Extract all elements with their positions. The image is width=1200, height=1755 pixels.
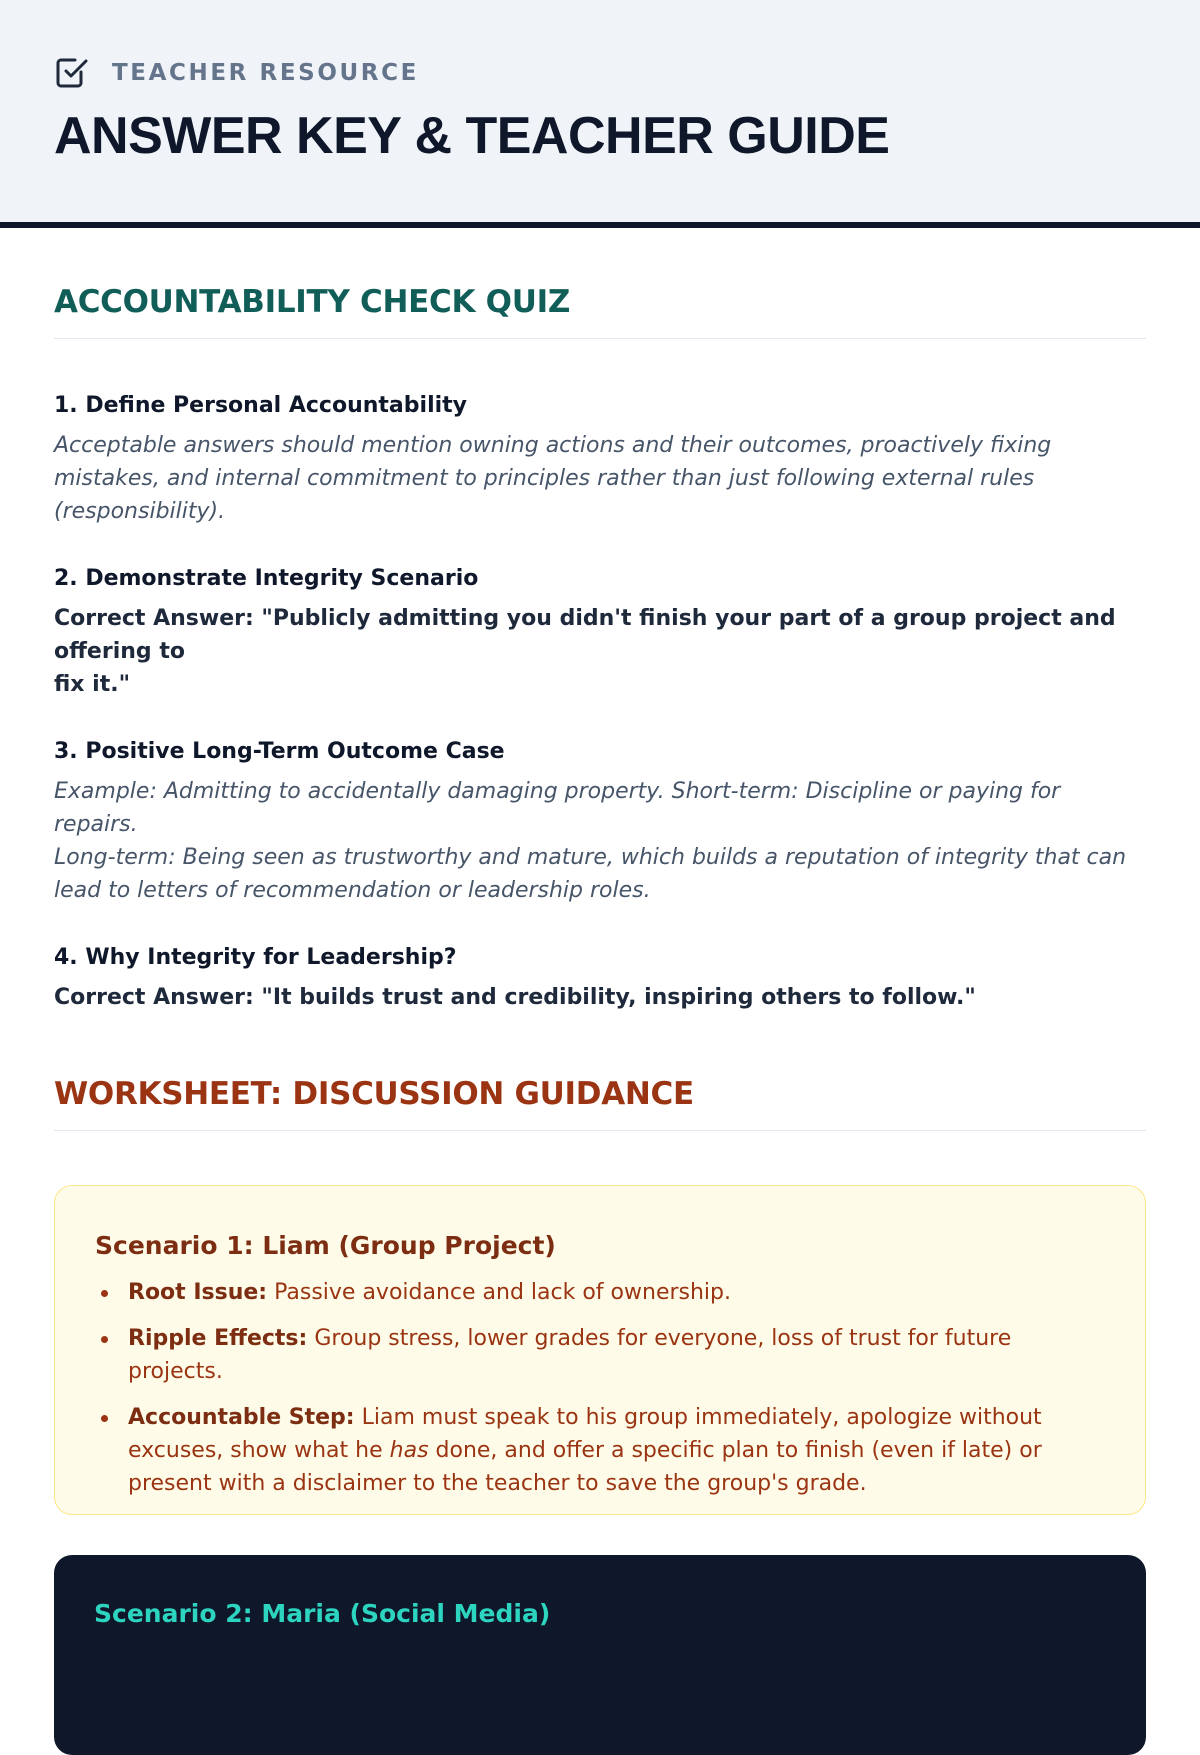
page-header <box>0 0 1200 228</box>
scenario-1-title: Scenario 1: Liam (Group Project) <box>95 1231 556 1260</box>
scenario-1-list <box>95 1276 1105 1500</box>
list-item <box>95 1322 1105 1388</box>
quiz-question-1 <box>54 391 1146 528</box>
item-text: Liam must speak to his group immediately, apologize without excuses, show what he <box>128 1405 1042 1463</box>
checkbox-icon <box>54 55 90 91</box>
question-title: 2. Demonstrate Integrity Scenario <box>54 566 479 591</box>
answer-line: (responsibility). <box>54 499 226 524</box>
answer-line: Acceptable answers should mention owning actions and their outcomes, proactively fixing <box>54 433 1052 458</box>
page-title: ANSWER KEY & TEACHER GUIDE <box>54 107 890 165</box>
question-answer <box>54 981 1146 1014</box>
scenario-2-title: Scenario 2: Maria (Social Media) <box>94 1599 551 1628</box>
answer-line: Correct Answer: "It builds trust and credibility, inspiring others to follow." <box>54 985 976 1010</box>
item-text: Group stress, lower grades for everyone, loss of trust for future projects. <box>128 1326 1012 1384</box>
answer-line: Example: Admitting to accidentally damaging property. Short-term: Discipline or paying for repairs. <box>54 779 1061 837</box>
answer-line: lead to letters of recommendation or leadership roles. <box>54 878 651 903</box>
quiz-question-4 <box>54 943 1146 1014</box>
item-label: Accountable Step: <box>128 1405 355 1430</box>
scenario-1-card <box>54 1185 1146 1515</box>
answer-line: mistakes, and internal commitment to principles rather than just following external rules <box>54 466 1035 491</box>
question-answer <box>54 429 1146 528</box>
item-emphasis: has <box>389 1438 429 1463</box>
quiz-question-2 <box>54 564 1146 701</box>
item-text: Passive avoidance and lack of ownership. <box>274 1280 731 1305</box>
list-item <box>95 1401 1105 1500</box>
answer-line: fix it." <box>54 672 131 697</box>
quiz-section-heading: ACCOUNTABILITY CHECK QUIZ <box>54 284 1146 339</box>
answer-line: Long-term: Being seen as trustworthy and mature, which builds a reputation of integrity that can <box>54 845 1127 870</box>
question-answer <box>54 775 1146 907</box>
question-title: 1. Define Personal Accountability <box>54 393 468 418</box>
main-content <box>0 284 1200 1755</box>
item-label: Root Issue: <box>128 1280 268 1305</box>
question-answer <box>54 602 1146 701</box>
eyebrow-label: TEACHER RESOURCE <box>112 60 419 86</box>
answer-line: Correct Answer: "Publicly admitting you didn't finish your part of a group project and offering to <box>54 606 1116 664</box>
worksheet-section-heading: WORKSHEET: DISCUSSION GUIDANCE <box>54 1076 1146 1131</box>
scenario-2-card <box>54 1555 1146 1755</box>
question-title: 4. Why Integrity for Leadership? <box>54 945 457 970</box>
item-text: done, and offer a specific plan to finish (even if late) or present with a disclaimer to the teacher to save the group's grade. <box>128 1438 1042 1496</box>
question-title: 3. Positive Long-Term Outcome Case <box>54 739 505 764</box>
quiz-question-3 <box>54 737 1146 907</box>
list-item <box>95 1276 1105 1309</box>
item-label: Ripple Effects: <box>128 1326 308 1351</box>
header-eyebrow <box>54 56 1146 90</box>
